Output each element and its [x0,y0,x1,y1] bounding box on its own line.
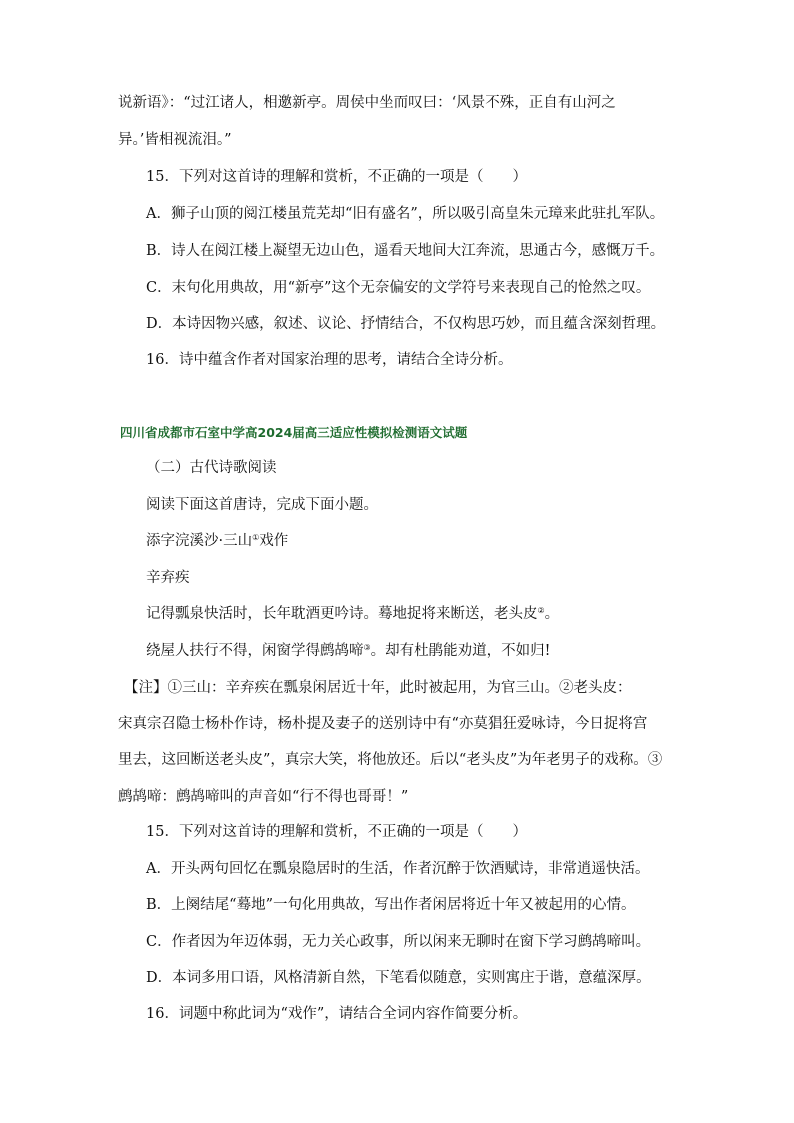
option-d: D．本词多用口语，风格清新自然，下笔看似随意，实则寓庄于谐，意蕴深厚。 [146,970,651,986]
subsection-title: （二）古代诗歌阅读 [146,460,277,476]
question-15: 15．下列对这首诗的理解和赏析，不正确的一项是（ ） [146,824,527,840]
option-b: B．上阕结尾“蓦地”一句化用典故，写出作者闲居将近十年又被起用的心情。 [146,897,636,913]
footnote-mark: ② [537,606,545,615]
note-line-2: 宋真宗召隐士杨朴作诗，杨朴提及妻子的送别诗中有“亦莫猖狂爱咏诗，今日捉将宫 [118,716,648,732]
poem-title-text: 添字浣溪沙·三山 [146,533,253,549]
note-line-3: 里去，这回断送老头皮”，真宗大笑，将他放还。后以“老头皮”为年老男子的戏称。③ [118,752,663,768]
option-a: A．开头两句回忆在瓢泉隐居时的生活，作者沉醉于饮酒赋诗，非常逍遥快活。 [146,861,650,877]
note-line-4: 鹧鸪啼：鹧鸪啼叫的声音如“行不得也哥哥！” [118,789,409,805]
note-line-1: 【注】①三山：辛弃疾在瓢泉闲居近十年，此时被起用，为官三山。②老头皮： [124,680,632,696]
option-c: C．末句化用典故，用“新亭”这个无奈偏安的文学符号来表现自己的怆然之叹。 [146,280,651,296]
question-15: 15．下列对这首诗的理解和赏析，不正确的一项是（ ） [146,169,527,185]
poem-title [146,531,288,551]
footnote-mark: ③ [363,643,371,652]
option-a: A．狮子山顶的阅江楼虽荒芜却“旧有盛名”，所以吸引高皇朱元璋来此驻扎军队。 [146,206,665,222]
poem-title-suffix: 戏作 [259,533,289,549]
intro-line-2: 异。’皆相视流泪。” [118,132,232,148]
option-c: C．作者因为年迈体弱，无力关心政事，所以闲来无聊时在窗下学习鹧鸪啼叫。 [146,934,651,950]
poem-author: 辛弃疾 [146,570,190,586]
poem-line-2-end: 。却有杜鹃能劝道，不如归! [370,643,551,659]
footnote-mark: ① [252,533,260,542]
option-d: D．本诗因物兴感，叙述、议论、抒情结合，不仅构思巧妙，而且蕴含深刻哲理。 [146,316,666,332]
poem-line-1-end: 。 [544,606,560,622]
instruction: 阅读下面这首唐诗，完成下面小题。 [146,497,378,513]
question-16: 16．诗中蕴含作者对国家治理的思考，请结合全诗分析。 [146,352,513,368]
intro-line-1: 说新语》：“过江诸人，相邀新亭。周侯中坐而叹曰：‘风景不殊，正自有山河之 [118,95,616,111]
poem-line-2 [146,641,551,661]
source-title: 四川省成都市石室中学高2024届高三适应性模拟检测语文试题 [120,425,468,440]
poem-line-2-text: 绕屋人扶行不得，闲窗学得鹧鸪啼 [146,643,364,659]
poem-line-1 [146,604,559,624]
question-16: 16．词题中称此词为“戏作”，请结合全词内容作简要分析。 [146,1006,528,1022]
option-b: B．诗人在阅江楼上凝望无边山色，遥看天地间大江奔流，思通古今，感慨万千。 [146,243,665,259]
poem-line-1-text: 记得瓢泉快活时，长年耽酒更吟诗。蓦地捉将来断送，老头皮 [146,606,538,622]
